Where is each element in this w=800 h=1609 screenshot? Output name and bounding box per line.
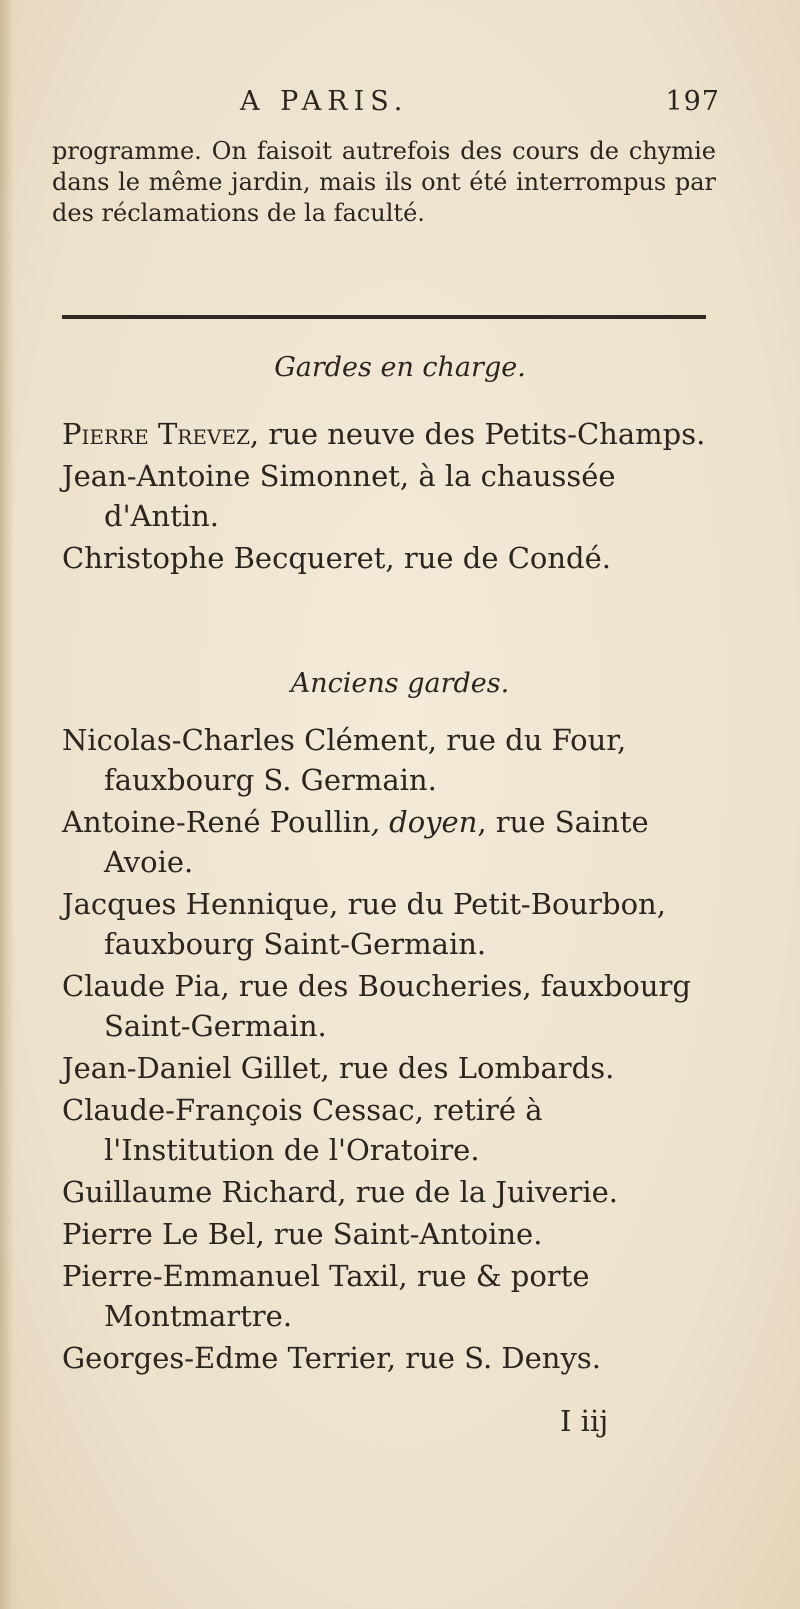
entry-name: Nicolas-Charles Clément: [62, 723, 428, 757]
list-item: [62, 414, 722, 454]
entry-name: Georges-Edme Terrier: [62, 1341, 387, 1375]
entry-address: , rue de Condé.: [385, 541, 611, 575]
entry-name: Pierre Le Bel: [62, 1217, 256, 1251]
heading-current-wardens: Gardes en charge.: [274, 352, 526, 383]
entry-address: , rue Saint-Antoine.: [255, 1217, 543, 1251]
running-head: A PARIS.: [240, 86, 409, 117]
list-item: [62, 966, 722, 1046]
list-item: [62, 1090, 722, 1170]
entry-role: , doyen: [370, 805, 478, 839]
list-item: [62, 720, 722, 800]
list-item: [62, 884, 722, 964]
entry-address: , rue du Four, fauxbourg S. Germain.: [104, 723, 627, 797]
entry-address: , rue des Lombards.: [320, 1051, 615, 1085]
entry-address: , rue neuve des Petits-Champs.: [249, 417, 706, 451]
page-header: [60, 86, 720, 126]
entry-name: Claude-François Cessac: [62, 1093, 415, 1127]
entry-name: Pierre-Emmanuel Taxil: [62, 1259, 399, 1293]
entry-name: Christophe Becqueret: [62, 541, 386, 575]
entry-address: , rue des Boucheries, fauxbourg Saint-Germain.: [104, 969, 691, 1043]
intro-paragraph: programme. On faisoit autrefois des cours de chymie dans le même jardin, mais ils ont été interrompus par des réclamations de la faculté.: [52, 137, 716, 227]
entry-address: , rue de la Juiverie.: [337, 1175, 618, 1209]
entry-name: Jean-Daniel Gillet: [62, 1051, 321, 1085]
entry-name: Jean-Antoine Simonnet: [62, 459, 400, 493]
current-wardens-list: [62, 414, 722, 580]
list-item: [62, 456, 722, 536]
entry-name: Claude Pia: [62, 969, 221, 1003]
list-item: [62, 538, 722, 578]
list-item: [62, 1256, 722, 1336]
page-number: 197: [665, 86, 720, 117]
entry-address: , rue du Petit-Bourbon, fauxbourg Saint-Germain.: [104, 887, 666, 961]
entry-address: , rue S. Denys.: [386, 1341, 601, 1375]
entry-address: , rue & porte Montmartre.: [104, 1259, 590, 1333]
entry-address: , à la chaussée d'Antin.: [104, 459, 616, 533]
page-gutter-shadow: [0, 0, 14, 1609]
entry-address: , retiré à l'Institution de l'Oratoire.: [104, 1093, 543, 1167]
list-item: [62, 802, 722, 882]
entry-name: Jacques Hennique: [62, 887, 330, 921]
entry-address: , rue Sainte Avoie.: [104, 805, 649, 879]
list-item: [62, 1048, 722, 1088]
entry-name: Antoine-René Poullin: [62, 805, 371, 839]
section-divider: [62, 315, 706, 319]
entry-name: Pierre Trevez: [62, 417, 250, 451]
entry-name: Guillaume Richard: [62, 1175, 338, 1209]
list-item: [62, 1338, 722, 1378]
list-item: [62, 1172, 722, 1212]
former-wardens-list: [62, 720, 722, 1380]
signature-mark: I iij: [560, 1404, 609, 1438]
heading-former-wardens: Anciens gardes.: [290, 668, 510, 699]
list-item: [62, 1214, 722, 1254]
